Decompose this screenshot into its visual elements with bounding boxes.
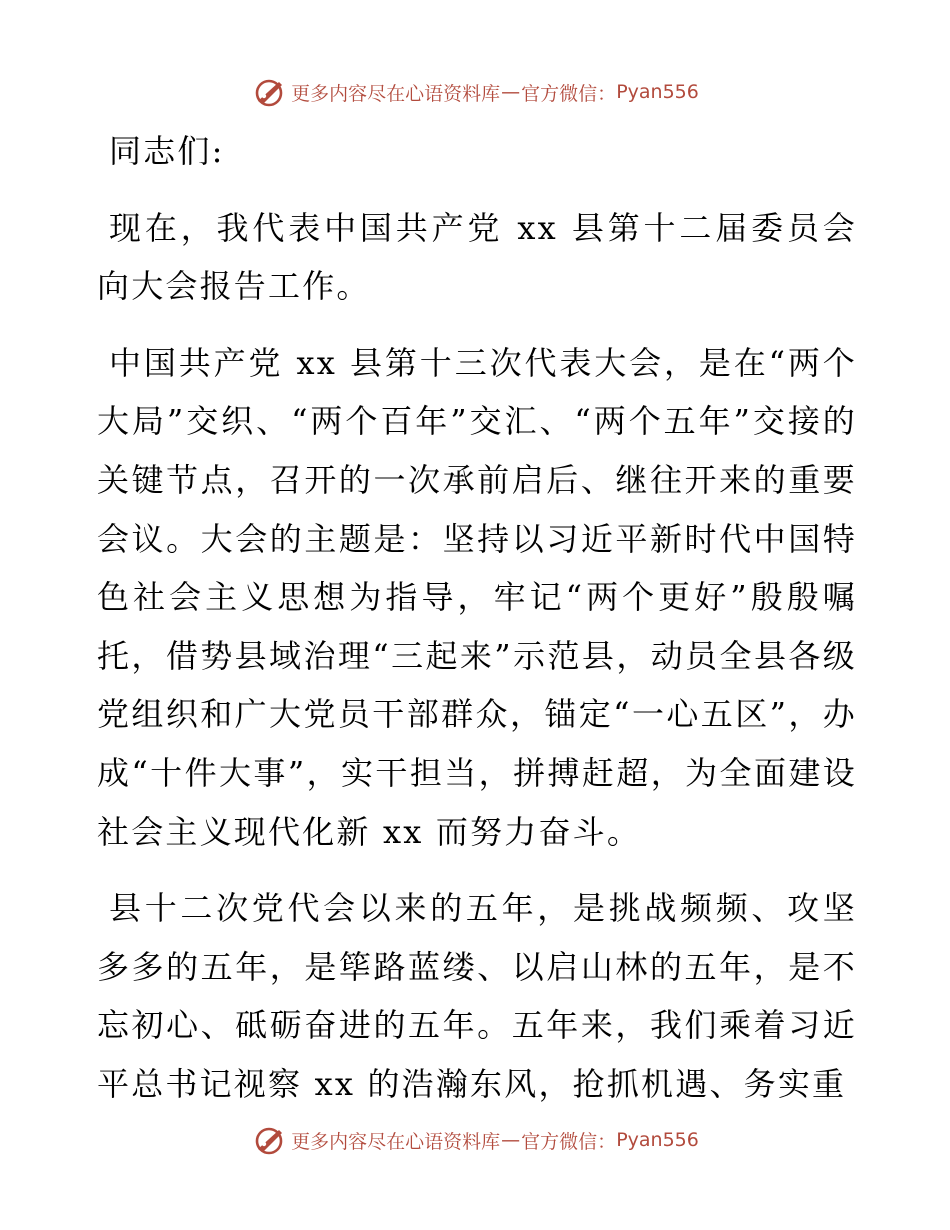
watermark-separator: — xyxy=(501,1129,521,1151)
greeting: 同志们: xyxy=(109,132,225,170)
paragraph-2: 中国共产党 xx 县第十三次代表大会，是在“两个大局”交织、“两个百年”交汇、“两个五年”交接的关键节点，召开的一次承前启后、继往开来的重要会议。大会的主题是：坚持以习近平新时代中国特色社会主义思想为指导，牢记“两个更好”殷殷嘱托，借势县域治理“三起来”示范县，动员全县各级党组织和广大党员干部群众，锚定“一心五区”，办成“十件大事”，实干担当，拼搏赶超，为全面建设社会主义现代化新 xx 而努力奋斗。 xyxy=(97,343,857,851)
watermark-official: 官方微信： xyxy=(521,1130,617,1153)
watermark-id: Pyan556 xyxy=(616,81,699,103)
document-body xyxy=(97,122,857,1114)
pen-circle-logo-icon xyxy=(251,74,287,110)
footer-watermark xyxy=(0,1120,950,1160)
watermark-id: Pyan556 xyxy=(616,1129,699,1151)
header-watermark xyxy=(0,72,950,112)
watermark-text: 更多内容尽在心语资料库 xyxy=(291,1130,501,1153)
paragraph-1: 现在，我代表中国共产党 xx 县第十二届委员会向大会报告工作。 xyxy=(97,208,857,306)
watermark-text: 更多内容尽在心语资料库 xyxy=(291,82,501,105)
watermark-separator: — xyxy=(501,81,521,103)
watermark-official: 官方微信： xyxy=(521,82,617,105)
pen-circle-logo-icon xyxy=(251,1122,287,1158)
paragraph-3: 县十二次党代会以来的五年，是挑战频频、攻坚多多的五年，是筚路蓝缕、以启山林的五年，是不忘初心、砥砺奋进的五年。五年来，我们乘着习近平总书记视察 xx 的浩瀚东风，抢抓机遇、务实重 xyxy=(97,889,857,1103)
